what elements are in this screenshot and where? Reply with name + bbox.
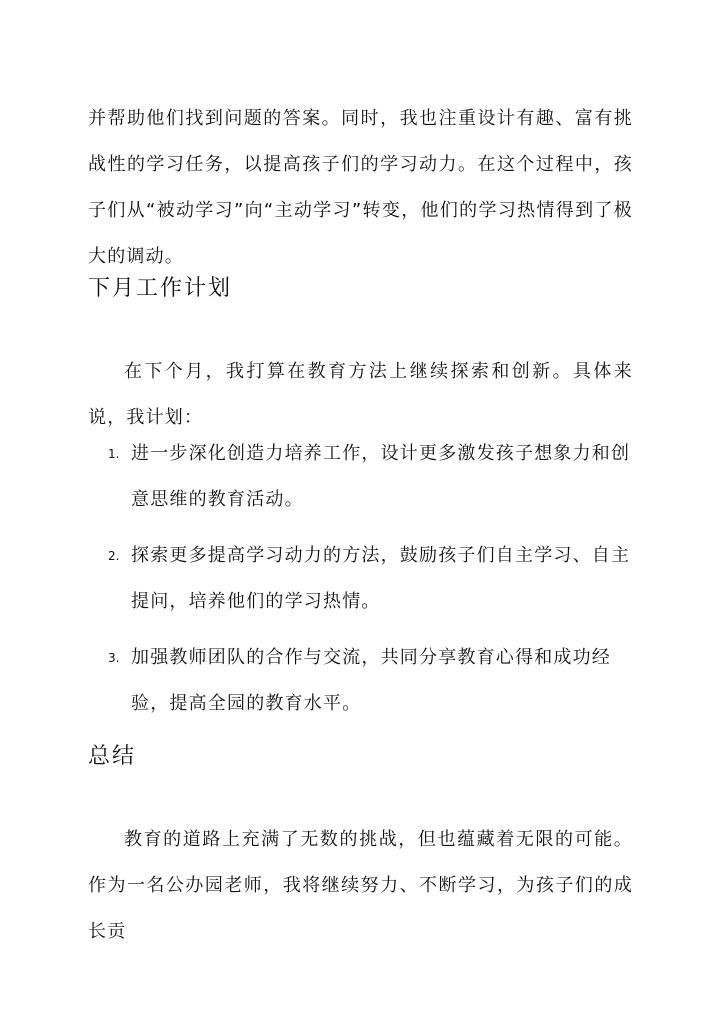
list-item bbox=[88, 431, 633, 523]
summary-heading: 总结 bbox=[88, 744, 137, 769]
list-item-text: 探索更多提高学习动力的方法，鼓励孩子们自主学习、自主提问，培养他们的学习热情。 bbox=[131, 545, 631, 612]
list-item-number: 2. bbox=[108, 549, 120, 563]
plan-list bbox=[88, 431, 633, 737]
list-item-text: 加强教师团队的合作与交流，共同分享教育心得和成功经验，提高全园的教育水平。 bbox=[131, 647, 611, 714]
summary-paragraph: 教育的道路上充满了无数的挑战，但也蕴藏着无限的可能。作为一名公办园老师，我将继续努力、不断学习，为孩子们的成长贡 bbox=[88, 829, 633, 942]
plan-heading: 下月工作计划 bbox=[88, 276, 233, 301]
plan-intro-paragraph: 在下个月，我打算在教育方法上继续探索和创新。具体来说，我计划： bbox=[88, 361, 633, 428]
list-item bbox=[88, 635, 633, 727]
list-item-number: 3. bbox=[108, 651, 120, 665]
intro-paragraph: 并帮助他们找到问题的答案。同时，我也注重设计有趣、富有挑战性的学习任务，以提高孩子们的学习动力。在这个过程中，孩子们从“被动学习”向“主动学习”转变，他们的学习热情得到了极大的调动。 bbox=[88, 108, 633, 267]
list-item-number: 1. bbox=[108, 447, 120, 461]
list-item bbox=[88, 533, 633, 625]
list-item-text: 进一步深化创造力培养工作，设计更多激发孩子想象力和创意思维的教育活动。 bbox=[131, 443, 631, 510]
